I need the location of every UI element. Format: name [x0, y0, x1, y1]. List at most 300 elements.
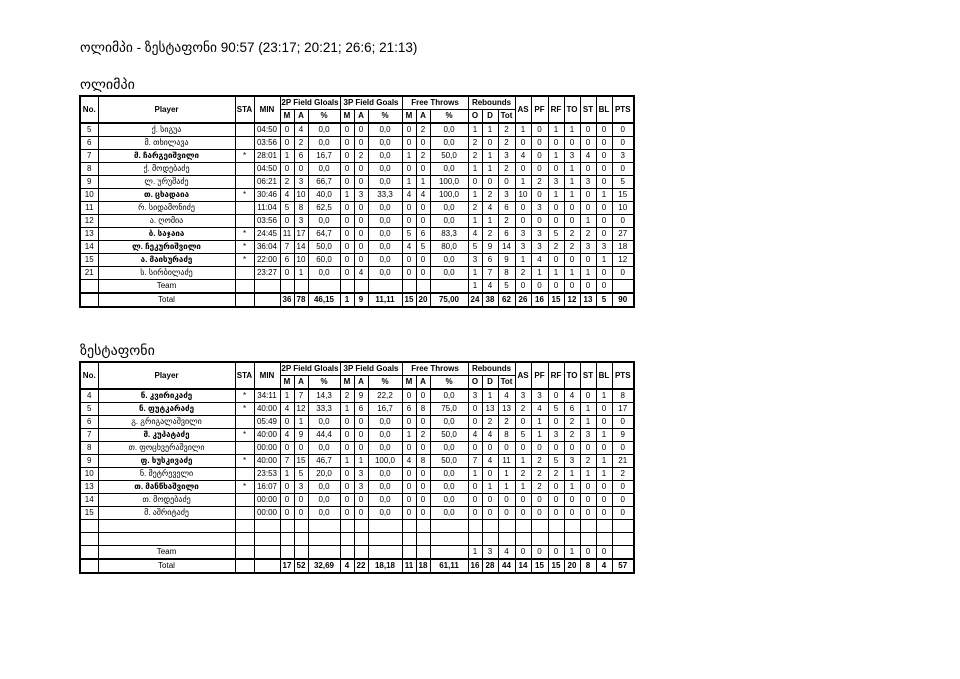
- stat-m3: 0: [340, 163, 354, 176]
- stat-m3: 0: [340, 429, 354, 442]
- stat-tot: 1: [498, 481, 515, 494]
- stat-m2: 4: [280, 403, 294, 416]
- player-number: 5: [80, 123, 98, 137]
- m-subheader: M: [280, 110, 294, 124]
- empty-cell: [235, 280, 254, 294]
- stat-tot: 4: [498, 389, 515, 403]
- player-number: 21: [80, 267, 98, 280]
- minutes: 00:00: [254, 442, 280, 455]
- total-d: 38: [482, 293, 498, 307]
- stat-p2: 0,0: [308, 215, 340, 228]
- total-rf: 15: [548, 293, 564, 307]
- stat-aft: 0: [416, 468, 430, 481]
- stat-rf: 3: [548, 176, 564, 189]
- d-subheader: D: [482, 376, 498, 390]
- stat-aft: 0: [416, 267, 430, 280]
- stat-bl: 0: [596, 442, 612, 455]
- stat-aft: 0: [416, 416, 430, 429]
- player-row: [80, 481, 634, 494]
- stat-rf: 5: [548, 455, 564, 468]
- to-header: TO: [564, 362, 580, 389]
- stat-a2: 14: [294, 241, 308, 254]
- stat-bl: 0: [596, 416, 612, 429]
- stat-pf: 0: [531, 163, 548, 176]
- stat-d: 7: [482, 267, 498, 280]
- empty-cell: [596, 520, 612, 533]
- empty-cell: [548, 520, 564, 533]
- stat-mft: 0: [402, 507, 416, 520]
- stat-pft: 0,0: [430, 137, 468, 150]
- minutes: 40:00: [254, 429, 280, 442]
- stat-pts: 10: [612, 202, 634, 215]
- stat-pts: 15: [612, 189, 634, 202]
- team-pf: 0: [531, 280, 548, 294]
- stat-a2: 9: [294, 429, 308, 442]
- empty-cell: [416, 520, 430, 533]
- stat-st: 2: [580, 228, 596, 241]
- stat-a2: 0: [294, 507, 308, 520]
- stat-p2: 60,0: [308, 254, 340, 267]
- empty-cell: [416, 280, 430, 294]
- stat-d: 6: [482, 254, 498, 267]
- rf-header: RF: [548, 96, 564, 123]
- stat-o: 1: [468, 267, 482, 280]
- stat-a2: 2: [294, 137, 308, 150]
- minutes: 22:00: [254, 254, 280, 267]
- total-m3: 1: [340, 293, 354, 307]
- stat-m3: 0: [340, 267, 354, 280]
- stat-st: 0: [580, 137, 596, 150]
- empty-cell: [235, 559, 254, 573]
- stat-tot: 3: [498, 150, 515, 163]
- team-tot: 4: [498, 546, 515, 560]
- stat-a3: 0: [354, 228, 368, 241]
- stat-pts: 17: [612, 403, 634, 416]
- pf-header: PF: [531, 362, 548, 389]
- stat-m3: 0: [340, 507, 354, 520]
- stat-as: 2: [515, 468, 531, 481]
- stat-bl: 0: [596, 228, 612, 241]
- total-o: 16: [468, 559, 482, 573]
- stat-to: 6: [564, 403, 580, 416]
- player-row: [80, 189, 634, 202]
- stat-pf: 2: [531, 481, 548, 494]
- player-name: ქ. სიგუა: [98, 123, 235, 137]
- a-subheader: A: [416, 110, 430, 124]
- stat-pf: 0: [531, 507, 548, 520]
- total-pts: 57: [612, 559, 634, 573]
- rf-header: RF: [548, 362, 564, 389]
- player-number: 6: [80, 137, 98, 150]
- stat-st: 2: [580, 455, 596, 468]
- stat-bl: 0: [596, 494, 612, 507]
- empty-cell: [308, 533, 340, 546]
- pct-subheader: %: [368, 376, 402, 390]
- stat-pft: 80,0: [430, 241, 468, 254]
- stat-aft: 0: [416, 389, 430, 403]
- stat-m2: 7: [280, 455, 294, 468]
- stat-as: 2: [515, 403, 531, 416]
- stat-rf: 0: [548, 507, 564, 520]
- stat-d: 2: [482, 228, 498, 241]
- stat-d: 2: [482, 189, 498, 202]
- stat-d: 9: [482, 241, 498, 254]
- stat-o: 5: [468, 241, 482, 254]
- empty-cell: [402, 533, 416, 546]
- stat-aft: 5: [416, 241, 430, 254]
- stat-as: 4: [515, 150, 531, 163]
- stat-pts: 9: [612, 429, 634, 442]
- stat-st: 1: [580, 267, 596, 280]
- starter-mark: [235, 123, 254, 137]
- empty-cell: [482, 520, 498, 533]
- stat-rf: 0: [548, 202, 564, 215]
- stat-mft: 0: [402, 481, 416, 494]
- stat-st: 0: [580, 494, 596, 507]
- empty-cell: [254, 280, 280, 294]
- stat-o: 2: [468, 150, 482, 163]
- player-number: 15: [80, 507, 98, 520]
- player-row: [80, 254, 634, 267]
- stat-p2: 0,0: [308, 163, 340, 176]
- player-row: [80, 215, 634, 228]
- empty-cell: [235, 546, 254, 560]
- player-row: [80, 403, 634, 416]
- stat-pft: 0,0: [430, 481, 468, 494]
- empty-cell: [98, 533, 235, 546]
- empty-cell: [340, 520, 354, 533]
- stat-to: 1: [564, 481, 580, 494]
- stat-pft: 0,0: [430, 442, 468, 455]
- stat-bl: 0: [596, 481, 612, 494]
- stat-o: 3: [468, 254, 482, 267]
- stat-p3: 0,0: [368, 176, 402, 189]
- stat-d: 1: [482, 150, 498, 163]
- minutes: 40:00: [254, 403, 280, 416]
- player-number: 11: [80, 202, 98, 215]
- stat-m2: 0: [280, 494, 294, 507]
- minutes: 40:00: [254, 455, 280, 468]
- stat-mft: 5: [402, 228, 416, 241]
- stat-st: 1: [580, 215, 596, 228]
- m-subheader: M: [402, 110, 416, 124]
- stat-pf: 0: [531, 215, 548, 228]
- stat-m2: 6: [280, 254, 294, 267]
- total-pf: 16: [531, 293, 548, 307]
- stat-p2: 66,7: [308, 176, 340, 189]
- player-name: მ. კუპატაძე: [98, 429, 235, 442]
- empty-cell: [416, 533, 430, 546]
- stat-mft: 0: [402, 123, 416, 137]
- stat-pf: 1: [531, 429, 548, 442]
- stat-o: 1: [468, 189, 482, 202]
- stat-to: 1: [564, 176, 580, 189]
- stat-aft: 0: [416, 137, 430, 150]
- stat-p3: 33,3: [368, 189, 402, 202]
- player-name: თ. ცხადაია: [98, 189, 235, 202]
- stat-to: 3: [564, 455, 580, 468]
- stat-st: 3: [580, 429, 596, 442]
- stat-pf: 2: [531, 455, 548, 468]
- stat-st: 0: [580, 189, 596, 202]
- stat-rf: 0: [548, 481, 564, 494]
- total-as: 26: [515, 293, 531, 307]
- stat-pts: 0: [612, 442, 634, 455]
- to-header: TO: [564, 96, 580, 123]
- stat-d: 2: [482, 416, 498, 429]
- stat-bl: 0: [596, 163, 612, 176]
- team-name-away: ზესტაფონი: [80, 342, 155, 358]
- empty-cell: [354, 520, 368, 533]
- stat-mft: 0: [402, 468, 416, 481]
- empty-cell: [482, 533, 498, 546]
- stat-m2: 1: [280, 150, 294, 163]
- stat-a2: 6: [294, 150, 308, 163]
- player-row: [80, 442, 634, 455]
- total-aft: 20: [416, 293, 430, 307]
- minutes: 23:27: [254, 267, 280, 280]
- stat-as: 1: [515, 254, 531, 267]
- stat-a3: 0: [354, 137, 368, 150]
- ft-header: Free Throws: [402, 362, 468, 376]
- total-st: 13: [580, 293, 596, 307]
- empty-cell: [280, 280, 294, 294]
- minutes: 05:49: [254, 416, 280, 429]
- as-header: AS: [515, 96, 531, 123]
- stat-mft: 0: [402, 267, 416, 280]
- total-p2: 32,69: [308, 559, 340, 573]
- stat-d: 13: [482, 403, 498, 416]
- stat-pft: 50,0: [430, 429, 468, 442]
- player-name: თ. მანწხაშვილი: [98, 481, 235, 494]
- starter-mark: [235, 442, 254, 455]
- empty-cell: [80, 293, 98, 307]
- stat-a2: 1: [294, 267, 308, 280]
- stat-to: 1: [564, 189, 580, 202]
- total-rf: 15: [548, 559, 564, 573]
- stat-m2: 0: [280, 163, 294, 176]
- empty-cell: [254, 559, 280, 573]
- d-subheader: D: [482, 110, 498, 124]
- stat-st: 0: [580, 481, 596, 494]
- total-m2: 36: [280, 293, 294, 307]
- stat-rf: 2: [548, 468, 564, 481]
- stat-aft: 0: [416, 481, 430, 494]
- fg3-header: 3P Field Goals: [340, 362, 402, 376]
- stat-p2: 0,0: [308, 416, 340, 429]
- stat-m2: 4: [280, 429, 294, 442]
- player-number: 12: [80, 215, 98, 228]
- stat-a3: 3: [354, 189, 368, 202]
- stat-m2: 2: [280, 176, 294, 189]
- stat-mft: 1: [402, 150, 416, 163]
- empty-cell: [235, 293, 254, 307]
- starter-mark: [235, 267, 254, 280]
- stat-rf: 0: [548, 137, 564, 150]
- player-name: თ. ფოცხვერაშვილი: [98, 442, 235, 455]
- min-header: MIN: [254, 362, 280, 389]
- player-number: 8: [80, 163, 98, 176]
- bl-header: BL: [596, 362, 612, 389]
- stat-rf: 0: [548, 442, 564, 455]
- stat-a3: 0: [354, 442, 368, 455]
- no-header: No.: [80, 362, 98, 389]
- stat-pft: 50,0: [430, 150, 468, 163]
- stat-aft: 0: [416, 215, 430, 228]
- stat-m3: 0: [340, 176, 354, 189]
- stat-p3: 0,0: [368, 416, 402, 429]
- stat-d: 0: [482, 137, 498, 150]
- total-a3: 9: [354, 293, 368, 307]
- stat-p3: 0,0: [368, 150, 402, 163]
- o-subheader: O: [468, 376, 482, 390]
- stat-to: 1: [564, 468, 580, 481]
- stat-bl: 0: [596, 267, 612, 280]
- starter-mark: *: [235, 389, 254, 403]
- stat-st: 1: [580, 403, 596, 416]
- starter-mark: *: [235, 403, 254, 416]
- stat-st: 3: [580, 176, 596, 189]
- stat-a2: 5: [294, 468, 308, 481]
- player-name: ნ. ფუტკარაძე: [98, 403, 235, 416]
- stat-tot: 13: [498, 403, 515, 416]
- stat-pf: 0: [531, 137, 548, 150]
- stat-m2: 0: [280, 215, 294, 228]
- empty-cell: [354, 533, 368, 546]
- player-number: 10: [80, 189, 98, 202]
- minutes: 36:04: [254, 241, 280, 254]
- stat-aft: 2: [416, 150, 430, 163]
- stat-p2: 50,0: [308, 241, 340, 254]
- empty-cell: [368, 533, 402, 546]
- empty-cell: [612, 546, 634, 560]
- stat-pft: 0,0: [430, 163, 468, 176]
- stat-m3: 0: [340, 228, 354, 241]
- a-subheader: A: [294, 110, 308, 124]
- stat-pf: 3: [531, 389, 548, 403]
- stat-bl: 1: [596, 455, 612, 468]
- minutes: 34:11: [254, 389, 280, 403]
- stat-bl: 0: [596, 215, 612, 228]
- stat-d: 0: [482, 494, 498, 507]
- stat-m2: 7: [280, 241, 294, 254]
- stat-mft: 0: [402, 442, 416, 455]
- a-subheader: A: [416, 376, 430, 390]
- stat-p3: 0,0: [368, 123, 402, 137]
- player-number: 14: [80, 241, 98, 254]
- stat-aft: 0: [416, 202, 430, 215]
- stat-p2: 0,0: [308, 494, 340, 507]
- stat-o: 2: [468, 137, 482, 150]
- stat-aft: 0: [416, 163, 430, 176]
- stat-m3: 0: [340, 468, 354, 481]
- stat-as: 0: [515, 137, 531, 150]
- stat-p3: 0,0: [368, 241, 402, 254]
- stat-rf: 1: [548, 123, 564, 137]
- stat-d: 1: [482, 389, 498, 403]
- empty-cell: [294, 520, 308, 533]
- pct-subheader: %: [430, 376, 468, 390]
- box-score-table-home: [79, 95, 635, 308]
- stat-d: 0: [482, 176, 498, 189]
- stat-bl: 1: [596, 189, 612, 202]
- stat-a2: 12: [294, 403, 308, 416]
- stat-m3: 2: [340, 389, 354, 403]
- a-subheader: A: [354, 376, 368, 390]
- empty-cell: [580, 533, 596, 546]
- total-pf: 15: [531, 559, 548, 573]
- stat-o: 0: [468, 507, 482, 520]
- stat-pf: 3: [531, 228, 548, 241]
- empty-cell: [430, 520, 468, 533]
- player-row: [80, 389, 634, 403]
- team-to: 0: [564, 280, 580, 294]
- stat-a3: 0: [354, 241, 368, 254]
- stat-mft: 0: [402, 202, 416, 215]
- stat-rf: 3: [548, 429, 564, 442]
- stat-rf: 1: [548, 267, 564, 280]
- stat-d: 4: [482, 202, 498, 215]
- stat-m3: 0: [340, 481, 354, 494]
- stat-pf: 0: [531, 150, 548, 163]
- stat-aft: 0: [416, 507, 430, 520]
- stat-a3: 0: [354, 507, 368, 520]
- stat-to: 2: [564, 429, 580, 442]
- team-d: 3: [482, 546, 498, 560]
- stat-pts: 12: [612, 254, 634, 267]
- stat-pft: 0,0: [430, 468, 468, 481]
- starter-mark: *: [235, 429, 254, 442]
- stat-bl: 3: [596, 241, 612, 254]
- starter-mark: [235, 176, 254, 189]
- pts-header: PTS: [612, 96, 634, 123]
- box-score-table-away: [79, 361, 635, 574]
- empty-cell: [308, 546, 340, 560]
- tot-subheader: Tot: [498, 376, 515, 390]
- stat-m2: 1: [280, 468, 294, 481]
- stat-pts: 3: [612, 150, 634, 163]
- stat-p2: 46,7: [308, 455, 340, 468]
- stat-bl: 0: [596, 137, 612, 150]
- empty-cell: [515, 533, 531, 546]
- minutes: 23:53: [254, 468, 280, 481]
- empty-cell: [548, 533, 564, 546]
- stat-p2: 16,7: [308, 150, 340, 163]
- stat-pft: 0,0: [430, 507, 468, 520]
- stat-pf: 1: [531, 416, 548, 429]
- stat-pts: 0: [612, 123, 634, 137]
- stat-p2: 0,0: [308, 137, 340, 150]
- stat-a3: 0: [354, 429, 368, 442]
- empty-cell: [280, 546, 294, 560]
- stat-m2: 1: [280, 389, 294, 403]
- bl-header: BL: [596, 96, 612, 123]
- stat-as: 0: [515, 442, 531, 455]
- stat-bl: 0: [596, 123, 612, 137]
- empty-cell: [612, 533, 634, 546]
- minutes: 04:50: [254, 123, 280, 137]
- fg3-header: 3P Field Goals: [340, 96, 402, 110]
- stat-pts: 8: [612, 389, 634, 403]
- stat-p3: 0,0: [368, 228, 402, 241]
- team-rf: 0: [548, 280, 564, 294]
- pct-subheader: %: [430, 110, 468, 124]
- stat-bl: 1: [596, 254, 612, 267]
- stat-tot: 14: [498, 241, 515, 254]
- player-name: ა. მაისურაძე: [98, 254, 235, 267]
- stat-to: 1: [564, 123, 580, 137]
- stat-rf: 5: [548, 403, 564, 416]
